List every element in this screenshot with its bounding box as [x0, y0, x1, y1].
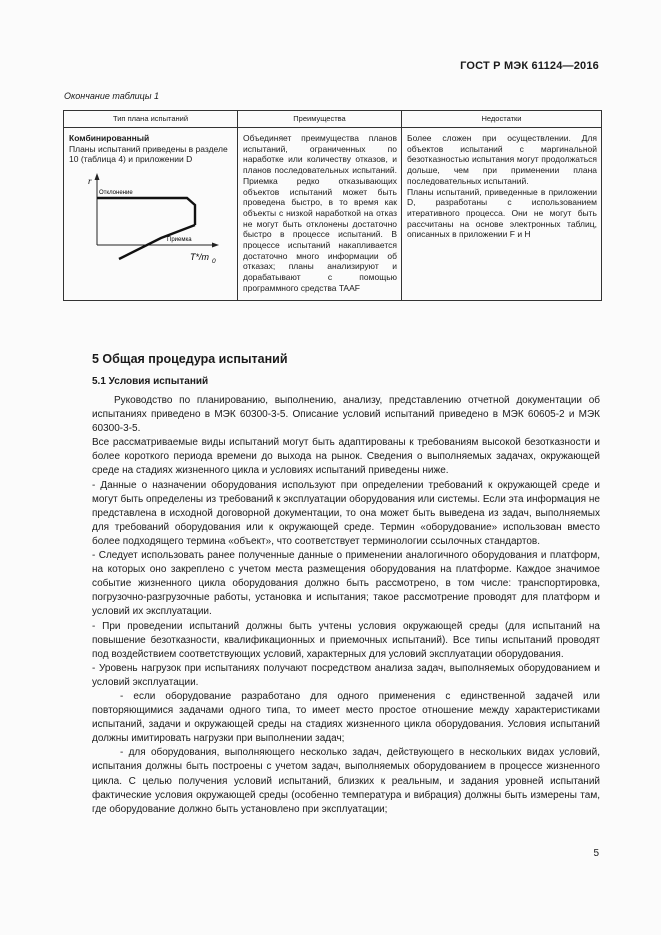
plan-type-title: Комбинированный: [69, 133, 150, 143]
body-paragraph: - Уровень нагрузок при испытаниях получают посредством анализа задач, выполняемых оборудованием и условий эксплуатации.: [92, 662, 600, 688]
disadvantages-paragraph-1: Более сложен при осуществлении. Для объектов испытаний с маргинальной безотказностью испытания могут продолжаться дольше, чем при применении плана последовательных испытаний.: [407, 133, 597, 186]
column-header-disadvantages: Недостатки: [402, 111, 602, 128]
body-paragraph: - При проведении испытаний должны быть учтены условия окружающей среды (для испытаний на повышение безотказности, квалификационных и приемочных испытаний). Все типы испытаний проводят под воздействием соответствующих условий, характерных для условий эксплуатации оборудования.: [92, 620, 600, 660]
section-title: 5 Общая процедура испытаний: [92, 352, 288, 366]
document-header: ГОСТ Р МЭК 61124—2016: [460, 60, 599, 72]
body-paragraph: - Следует использовать ранее полученные данные о применении аналогичного оборудования и платформ, на которых оно закреплено с учетом места размещения оборудования на платформе. Каждое значимое событие жизненного цикла оборудования должно быть рассмотрено, в том числе: транспортировка, погрузочно-разгрузочные работы, установка и испытания; такое рассмотрение проводят для платформ и условий их эксплуатации.: [92, 550, 600, 618]
cell-advantages: Объединяет преимущества планов испытаний, ограниченных по наработке или количеству отказов, и планов последовательных испытаний. Приемка редко отказывающих объектов испытаний может быть проведена быстро, в то время как объекты с низкой наработкой на отказ не могут быть отклонены достаточно быстро в процессе испытаний. В процессе испытаний накапливается достаточно много информации об отказах; планы анализируют и дорабатывают с помощью программного средства TAAF: [238, 128, 402, 301]
column-header-advantages: Преимущества: [238, 111, 402, 128]
subsection-title: 5.1 Условия испытаний: [92, 376, 209, 387]
body-paragraph: Руководство по планированию, выполнению, анализу, представлению отчетной документации об испытаниях приведено в МЭК 60300-3-5. Описание условий испытаний приведено в МЭК 60605-2 и МЭК 60300-3-5.: [92, 395, 600, 435]
graph-x-label-sub: 0: [212, 258, 216, 266]
graph-y-arrow: [95, 173, 100, 180]
graph-x-arrow: [212, 243, 219, 248]
test-plan-table: [63, 110, 602, 301]
section-body: [92, 394, 600, 817]
graph-x-label: T*/m: [190, 252, 209, 263]
column-header-type: Тип плана испытаний: [64, 111, 238, 128]
disadvantages-paragraph-2: Планы испытаний, приведенные в приложении D, разработаны с использованием итеративного процесса. Они не могут быть рассчитаны на основе электронных таблиц, описанных в приложении F и H: [407, 186, 597, 240]
cell-type: [64, 128, 238, 301]
page-number: 5: [593, 848, 599, 859]
body-paragraph: - Данные о назначении оборудования используют при определении требований к окружающей среде и могут быть определены из требований к эксплуатации оборудования или системы. Если эта информация не представлена в исходной договорной документации, то она может быть выведена из задач, выполняемых для требований оборудования или к окружающей среде. Термин «оборудование» использован вместо более подходящего термина «объект», что соответствует терминологии ссылочных стандартов.: [92, 479, 600, 547]
body-paragraph: - для оборудования, выполняющего несколько задач, действующего в нескольких видах условий, испытания должны быть построены с учетом задач, выполняемых оборудованием в процессе жизненного цикла. С целью получения условий испытаний, близких к реальным, и задания уровней испытаний фактические условия окружающей среды (особенно температура и вибрация) должны быть измерены там, где оборудование должно быть установлено при эксплуатации;: [92, 747, 600, 815]
graph-reject-label: Отклонение: [99, 190, 133, 197]
body-paragraph: Все рассматриваемые виды испытаний могут быть адаптированы к требованиям высокой безотказности и более короткого периода времени до выхода на рынок. Сведения о выполняемых задачах, окружающей среде на стадиях жизненного цикла и условиях испытаний приведены ниже.: [92, 437, 600, 477]
table-row: [64, 128, 602, 301]
combined-plan-graph: [69, 171, 229, 267]
graph-reject-line: [97, 198, 195, 225]
table-caption: Окончание таблицы 1: [64, 91, 159, 101]
graph-y-label: r: [88, 176, 92, 187]
body-paragraph: - если оборудование разработано для одного применения с единственной задачей или повторяющимися задачами одного типа, то имеет место простое отношение между характеристиками испытаний, задачи и окружающей среды на стадиях жизненного цикла оборудования. Условия испытаний должны имитировать нагрузки при выполнении задач;: [92, 690, 600, 745]
plan-type-text: Планы испытаний приведены в разделе 10 (таблица 4) и приложении D: [69, 143, 228, 165]
graph-accept-label: Приемка: [167, 237, 192, 244]
cell-disadvantages: [402, 128, 602, 301]
